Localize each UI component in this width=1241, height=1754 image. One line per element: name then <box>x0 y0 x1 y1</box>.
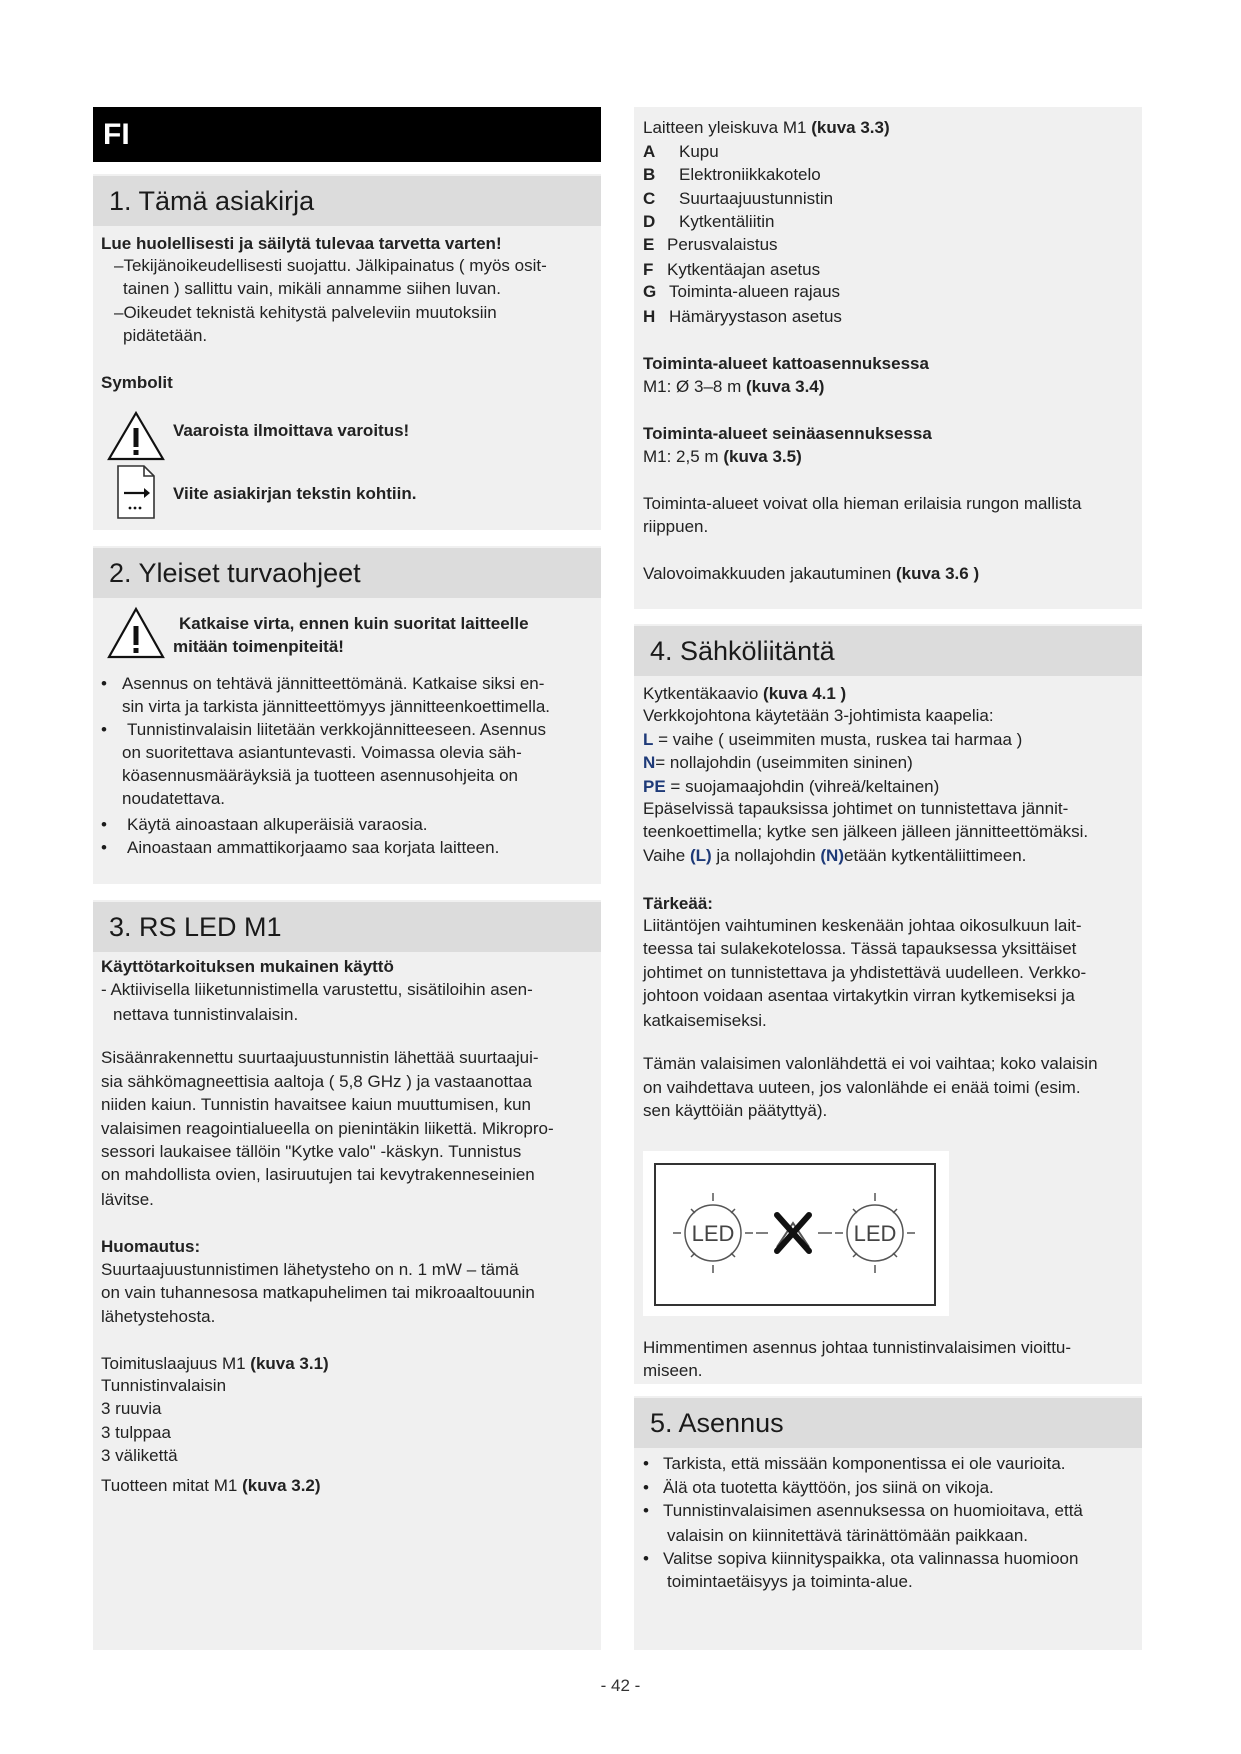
installation-line: Älä ota tuotetta käyttöön, jos siinä on vikoja. <box>663 1478 994 1497</box>
dimensions-line <box>101 1475 321 1498</box>
unclear-line: Epäselvissä tapauksissa johtimet on tunnistettava jännit- <box>643 799 1069 818</box>
delivery-scope-line <box>101 1353 329 1376</box>
wire-phase: L = vaihe ( useimmiten musta, ruskea tai harmaa ) <box>643 730 1023 749</box>
description-line: lävitse. <box>101 1190 154 1209</box>
power-off-warning: Katkaise virta, ennen kuin suoritat laitteelle <box>179 614 529 633</box>
ceiling-areas-line: M1: Ø 3–8 m (kuva 3.4) <box>643 377 825 396</box>
delivery-item: Tunnistinvalaisin <box>101 1376 227 1395</box>
component-item: G Toiminta-alueen rajaus <box>643 282 841 301</box>
figure-reference: (kuva 3.4) <box>746 377 825 396</box>
figure-reference: (kuva 3.6 ) <box>895 564 980 583</box>
led-dimmer-illustration <box>643 1151 949 1316</box>
safety-line: köasennusmääräyksiä ja tuotteen asennusohjeita on <box>122 766 518 785</box>
document-reference-icon <box>116 464 156 520</box>
bullet-dot: • <box>643 1501 649 1520</box>
safety-line: noudatettava. <box>122 789 226 808</box>
safety-line: on suoritettava asiantuntevasti. Voimassa olevia säh- <box>122 743 522 762</box>
intended-use-heading: Käyttötarkoituksen mukainen käyttö <box>101 957 394 976</box>
warning-symbol-text: Vaaroista ilmoittava varoitus! <box>173 421 410 440</box>
section-1-line: –Tekijänoikeudellisesti suojattu. Jälkipainatus ( myös osit- <box>114 256 547 275</box>
description-line: valaisimen reagointialueella on pienintäkin liikettä. Mikropro- <box>101 1119 554 1138</box>
component-item: A Kupu <box>643 142 719 161</box>
bullet-dot: • <box>101 838 107 857</box>
overview-label: Laitteen yleiskuva M1 <box>643 118 807 137</box>
safety-line: Ainoastaan ammattikorjaamo saa korjata laitteen. <box>127 838 500 857</box>
section-2-title: 2. Yleiset turvaohjeet <box>93 548 601 598</box>
section-1-line: –Oikeudet teknistä kehitystä palveleviin muutoksiin <box>114 303 497 322</box>
important-line: Liitäntöjen vaihtuminen keskenään johtaa oikosulkuun lait- <box>643 916 1082 935</box>
component-item: D Kytkentäliitin <box>643 212 775 231</box>
overview-line <box>643 117 890 140</box>
delivery-item: 3 välikettä <box>101 1446 178 1465</box>
note-line: lähetystehosta. <box>101 1307 216 1326</box>
section-1-line: pidätetään. <box>123 326 208 345</box>
figure-reference: (kuva 3.5) <box>723 447 802 466</box>
lamp-note-line: sen käyttöiän päätyttyä). <box>643 1101 828 1120</box>
component-item: B Elektroniikkakotelo <box>643 165 821 184</box>
component-item: E Perusvalaistus <box>643 235 778 254</box>
important-line: katkaisemiseksi. <box>643 1011 767 1030</box>
lamp-note-line: Tämän valaisimen valonlähdettä ei voi vaihtaa; koko valaisin <box>643 1054 1098 1073</box>
section-1-intro: Lue huolellisesti ja säilytä tulevaa tarvetta varten! <box>101 234 502 253</box>
reference-symbol-text: Viite asiakirjan tekstin kohtiin. <box>173 484 417 503</box>
important-line: teessa tai sulakekotelossa. Tässä tapauksessa yksittäiset <box>643 939 1077 958</box>
warning-triangle-icon <box>106 606 166 660</box>
safety-line: sin virta ja tarkista jännitteettömyys jännitteenkoettimella. <box>122 697 551 716</box>
areas-note-line: Toiminta-alueet voivat olla hieman erilaisia rungon mallista <box>643 494 1082 513</box>
installation-line: toimintaetäisyys ja toiminta-alue. <box>667 1572 913 1591</box>
unclear-line: teenkoettimella; kytke sen jälkeen jälleen jännitteettömäksi. <box>643 822 1089 841</box>
description-line: Sisäänrakennettu suurtaajuustunnistin lähettää suurtaajui- <box>101 1048 539 1067</box>
description-line: on mahdollista ovien, lasiruutujen tai kevytrakenneseinien <box>101 1165 535 1184</box>
cable-line: Verkkojohtona käytetään 3-johtimista kaapelia: <box>643 706 994 725</box>
bullet-dot: • <box>643 1454 649 1473</box>
intended-use-line: - Aktiivisella liiketunnistimella varustettu, sisätiloihin asen- <box>101 980 533 999</box>
wall-areas-line: M1: 2,5 m (kuva 3.5) <box>643 447 802 466</box>
section-1-line: tainen ) sallittu vain, mikäli annamme siihen luvan. <box>123 279 501 298</box>
led-label-left: LED <box>691 1221 735 1246</box>
bullet-dot: • <box>643 1549 649 1568</box>
safety-line: Käytä ainoastaan alkuperäisiä varaosia. <box>127 815 428 834</box>
component-item: C Suurtaajuustunnistin <box>643 189 834 208</box>
distribution-line: Valovoimakkuuden jakautuminen (kuva 3.6 ) <box>643 564 980 583</box>
dimmer-warning-line: Himmentimen asennus johtaa tunnistinvalaisimen vioittu- <box>643 1338 1072 1357</box>
note-line: on vain tuhannesosa matkapuhelimen tai mikroaaltouunin <box>101 1283 535 1302</box>
description-line: sia sähkömagneettisia aaltoja ( 5,8 GHz ) ja vastaanottaa <box>101 1072 532 1091</box>
wire-earth: PE = suojamaajohdin (vihreä/keltainen) <box>643 777 940 796</box>
ceiling-areas-heading: Toiminta-alueet kattoasennuksessa <box>643 354 929 373</box>
safety-line: Tunnistinvalaisin liitetään verkkojännitteeseen. Asennus <box>127 720 546 739</box>
section-1-box <box>93 174 601 530</box>
note-heading: Huomautus: <box>101 1237 201 1256</box>
led-label-right: LED <box>853 1221 897 1246</box>
section-3-title: 3. RS LED M1 <box>93 902 601 952</box>
language-header: FI <box>93 107 601 162</box>
intended-use-line: nettava tunnistinvalaisin. <box>113 1005 299 1024</box>
delivery-scope-label: Toimituslaajuus M1 <box>101 1354 246 1373</box>
wall-areas-heading: Toiminta-alueet seinäasennuksessa <box>643 424 932 443</box>
dimensions-label: Tuotteen mitat M1 <box>101 1476 238 1495</box>
installation-line: Tarkista, että missään komponentissa ei ole vaurioita. <box>663 1454 1066 1473</box>
led-dimmer-figure <box>643 1151 949 1316</box>
figure-reference: (kuva 4.1 ) <box>763 684 847 703</box>
figure-reference: (kuva 3.1) <box>250 1354 329 1373</box>
bullet-dot: • <box>643 1478 649 1497</box>
safety-line: Asennus on tehtävä jännitteettömänä. Katkaise siksi en- <box>122 674 545 693</box>
description-line: sessori laukaisee tällöin "Kytke valo" -käskyn. Tunnistus <box>101 1142 522 1161</box>
lamp-note-line: on vaihdettava uuteen, jos valonlähde ei enää toimi (esim. <box>643 1078 1081 1097</box>
delivery-item: 3 tulppaa <box>101 1423 171 1442</box>
important-line: johtimet on tunnistettava ja yhdistettävä uudelleen. Verkko- <box>643 963 1087 982</box>
wiring-diagram-line: Kytkentäkaavio (kuva 4.1 ) <box>643 684 847 703</box>
phase-neutral-line: Vaihe (L) ja nollajohdin (N)etään kytkentäliittimeen. <box>643 846 1027 865</box>
component-item: F Kytkentäajan asetus <box>643 260 821 279</box>
installation-line: valaisin on kiinnitettävä tärinättömään paikkaan. <box>667 1526 1028 1545</box>
component-item: H Hämäryystason asetus <box>643 307 842 326</box>
symbols-label: Symbolit <box>101 373 173 392</box>
delivery-item: 3 ruuvia <box>101 1399 162 1418</box>
installation-line: Valitse sopiva kiinnityspaikka, ota valinnassa huomioon <box>663 1549 1079 1568</box>
section-4-title: 4. Sähköliitäntä <box>634 626 1142 676</box>
figure-reference: (kuva 3.2) <box>242 1476 321 1495</box>
description-line: niiden kaiun. Tunnistin havaitsee kaiun muuttumisen, kun <box>101 1095 531 1114</box>
installation-line: Tunnistinvalaisimen asennuksessa on huomioitava, että <box>663 1501 1083 1520</box>
warning-triangle-icon <box>106 410 166 462</box>
wire-neutral: N= nollajohdin (useimmiten sininen) <box>643 753 913 772</box>
page-number: - 42 - <box>600 1676 641 1695</box>
power-off-warning: mitään toimenpiteitä! <box>173 637 344 656</box>
bullet-dot: • <box>101 815 107 834</box>
note-line: Suurtaajuustunnistimen lähetysteho on n. 1 mW – tämä <box>101 1260 519 1279</box>
areas-note-line: riippuen. <box>643 517 709 536</box>
important-line: johtoon voidaan asentaa virtakytkin virran kytkemiseksi ja <box>643 986 1075 1005</box>
dimmer-warning-line: miseen. <box>643 1361 703 1380</box>
section-1-title: 1. Tämä asiakirja <box>93 176 601 226</box>
figure-reference: (kuva 3.3) <box>811 118 890 137</box>
bullet-dot: • <box>101 720 107 739</box>
important-heading: Tärkeää: <box>643 894 713 913</box>
bullet-dot: • <box>101 674 107 693</box>
section-5-title: 5. Asennus <box>634 1398 1142 1448</box>
